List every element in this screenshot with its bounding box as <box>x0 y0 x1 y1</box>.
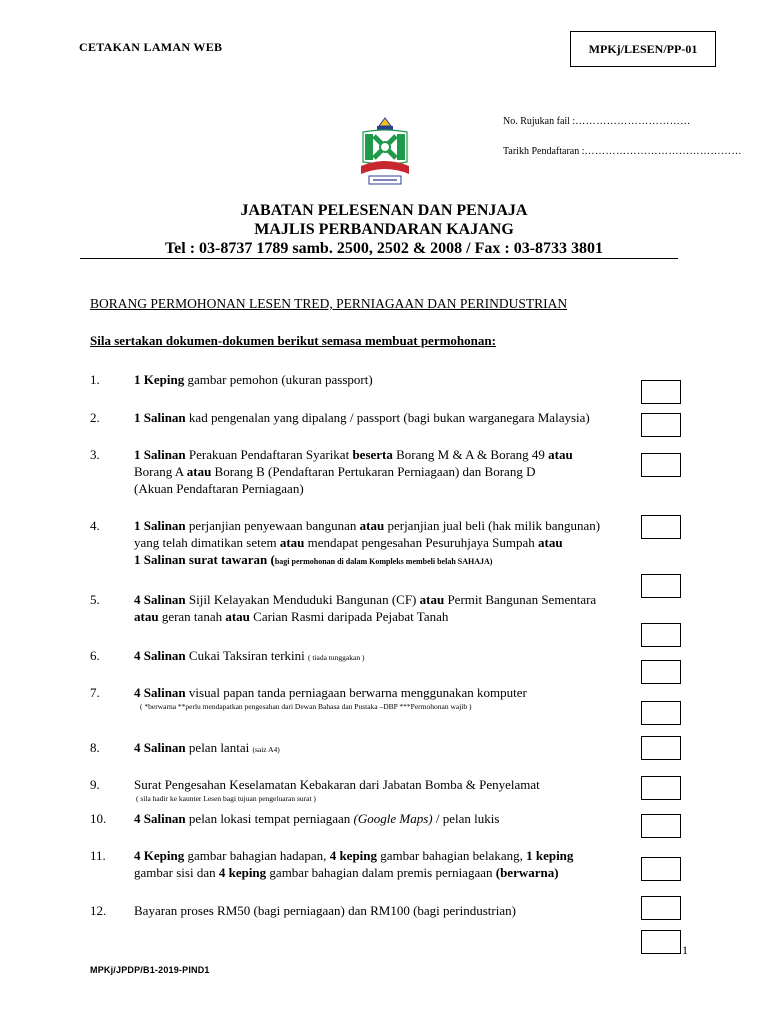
checkbox[interactable] <box>641 660 681 684</box>
item-10-text: 4 Salinan pelan lokasi tempat perniagaan (Google Maps) / pelan lukis <box>134 811 500 826</box>
page-number: 1 <box>682 943 688 957</box>
form-code: MPKj/LESEN/PP-01 <box>588 41 698 56</box>
item-number: 9. <box>90 777 100 792</box>
mpkj-logo-icon <box>357 116 413 192</box>
form-code-box <box>570 31 716 67</box>
checkbox[interactable] <box>641 701 681 725</box>
checkbox[interactable] <box>641 380 681 404</box>
item-number: 6. <box>90 648 100 663</box>
agency-department: JABATAN PELESENAN DAN PENJAJA <box>240 202 528 219</box>
item-number: 4. <box>90 518 100 533</box>
item-number: 1. <box>90 372 100 387</box>
item-12-text: Bayaran proses RM50 (bagi perniagaan) dan RM100 (bagi perindustrian) <box>134 903 516 918</box>
checkbox[interactable] <box>641 814 681 838</box>
checkbox[interactable] <box>641 776 681 800</box>
checkbox[interactable] <box>641 857 681 881</box>
agency-council: MAJLIS PERBANDARAN KAJANG <box>254 221 514 238</box>
item-number: 11. <box>90 848 106 863</box>
checkbox[interactable] <box>641 930 681 954</box>
print-label: CETAKAN LAMAN WEB <box>79 40 223 54</box>
checkbox[interactable] <box>641 515 681 539</box>
checkbox[interactable] <box>641 453 681 477</box>
checkbox[interactable] <box>641 413 681 437</box>
file-ref-label: No. Rujukan fail : <box>503 116 576 127</box>
item-3-text: 1 Salinan Perakuan Pendaftaran Syarikat beserta Borang M & A & Borang 49 atau Borang A atau Borang B (Pendaftaran Pertukaran Perniagaan) dan Borang D (Akuan Pendaftaran Perniagaan) <box>134 447 573 496</box>
item-number: 3. <box>90 447 100 462</box>
item-number: 8. <box>90 740 100 755</box>
form-title: BORANG PERMOHONAN LESEN TRED, PERNIAGAAN DAN PERINDUSTRIAN <box>90 296 568 311</box>
item-number: 5. <box>90 592 100 607</box>
checkbox[interactable] <box>641 896 681 920</box>
file-ref-line <box>503 116 691 127</box>
agency-contact: Tel : 03-8737 1789 samb. 2500, 2502 & 2008 / Fax : 03-8733 3801 <box>164 240 604 257</box>
checkbox[interactable] <box>641 623 681 647</box>
form-instruction: Sila sertakan dokumen-dokumen berikut semasa membuat permohonan: <box>90 333 496 348</box>
item-2-text: 1 Salinan kad pengenalan yang dipalang / passport (bagi bukan warganegara Malaysia) <box>134 410 590 425</box>
footer-code: MPKj/JPDP/B1-2019-PIND1 <box>90 965 210 975</box>
item-4-text: 1 Salinan perjanjian penyewaan bangunan atau perjanjian jual beli (hak milik bangunan) yang telah dimatikan setem atau mendapat pengesahan Pesuruhjaya Sumpah atau 1 Salinan surat tawaran (bagi permohonan di dalam Kompleks membeli belah SAHAJA) <box>134 518 601 567</box>
checkbox[interactable] <box>641 574 681 598</box>
item-number: 12. <box>90 903 107 918</box>
item-number: 10. <box>90 811 107 826</box>
item-7-text: 4 Salinan visual papan tanda perniagaan berwarna menggunakan komputer ( *berwarna **perlu mendapatkan pengesahan dari Dewan Bahasa dan Pustaka –DBP ***Permohonan wajib ) <box>134 685 527 711</box>
item-9-text: Surat Pengesahan Keselamatan Kebakaran dari Jabatan Bomba & Penyelamat ( sila hadir ke kaunter Lesen bagi tujuan pengeluaran surat ) <box>134 777 540 803</box>
reg-date-label: Tarikh Pendaftaran : <box>503 146 585 157</box>
item-8-text: 4 Salinan pelan lantai (saiz A4) <box>134 740 280 755</box>
item-1-text: 1 Keping gambar pemohon (ukuran passport) <box>134 372 373 387</box>
file-ref-dots: …………………………… <box>575 116 691 127</box>
header-divider <box>80 258 678 259</box>
reg-date-line <box>503 146 742 157</box>
item-5-text: 4 Salinan Sijil Kelayakan Menduduki Bangunan (CF) atau Permit Bangunan Sementara atau geran tanah atau Carian Rasmi daripada Pejabat Tanah <box>134 592 597 624</box>
item-11-text: 4 Keping gambar bahagian hadapan, 4 keping gambar bahagian belakang, 1 keping gambar sisi dan 4 keping gambar bahagian dalam premis perniagaan (berwarna) <box>134 848 574 880</box>
item-6-text: 4 Salinan Cukai Taksiran terkini ( tiada tunggakan ) <box>134 648 365 663</box>
reg-date-dots: ……………………………………… <box>584 146 742 157</box>
item-number: 7. <box>90 685 100 700</box>
checkbox[interactable] <box>641 736 681 760</box>
item-number: 2. <box>90 410 100 425</box>
